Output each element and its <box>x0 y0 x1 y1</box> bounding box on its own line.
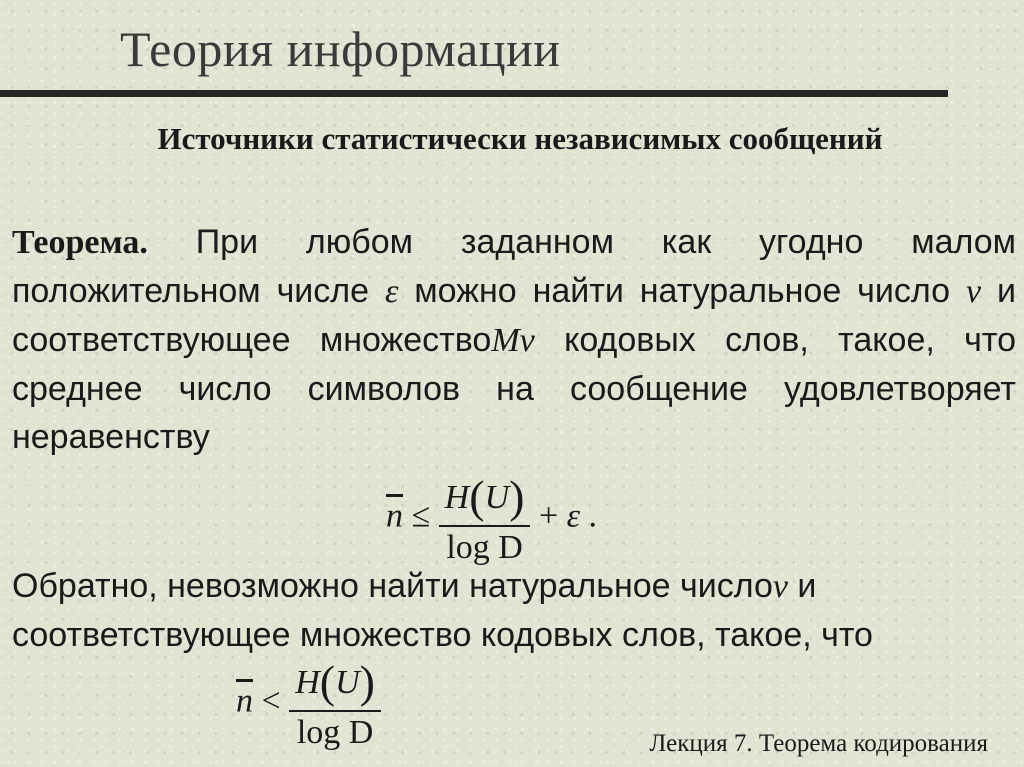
formula-epsilon: ε <box>566 497 581 535</box>
formula-period: . <box>588 497 598 535</box>
fraction <box>289 655 381 752</box>
entropy-h: H <box>444 479 470 516</box>
converse-text-1: Обратно, невозможно найти натуральное число <box>12 567 773 605</box>
nu-symbol: ν <box>965 273 982 310</box>
set-m-symbol: M <box>491 322 520 359</box>
entropy-h: H <box>295 664 320 701</box>
fraction-numerator: H(U) <box>295 656 375 707</box>
fraction-denominator: log D <box>296 714 374 751</box>
relation-symbol: < <box>261 682 281 720</box>
theorem-text-4: кодовых слов, такое, что среднее число символов на сообщение удовлетворяет неравенству <box>12 321 1016 456</box>
title-divider <box>0 90 948 97</box>
relation-symbol: ≤ <box>411 497 431 535</box>
theorem-text-3: и соответствующее множество <box>12 272 1016 359</box>
fraction-bar <box>289 710 381 712</box>
epsilon-symbol: ε <box>384 273 399 310</box>
fraction <box>439 470 531 567</box>
converse-paragraph <box>12 562 1016 659</box>
set-m-subscript: ν <box>519 322 535 359</box>
converse-nu-symbol: ν <box>772 568 788 605</box>
theorem-text-2: можно найти натуральное число <box>398 272 966 310</box>
mean-n: $\overline{n}$ <box>236 682 253 720</box>
slide-title: Теория информации <box>120 21 561 77</box>
inequality-formula <box>386 470 597 567</box>
theorem-paragraph <box>12 218 1016 461</box>
slide-subtitle: Источники статистически независимых сообщений <box>157 121 883 156</box>
strict-inequality-formula <box>236 655 381 752</box>
fraction-denominator: log D <box>446 529 523 566</box>
mean-n: $\overline{n}$ <box>386 497 403 535</box>
converse-text-2: и соответствующее множество кодовых слов, такое, что <box>12 567 873 654</box>
entropy-u: U <box>484 479 510 516</box>
fraction-numerator: H(U) <box>444 471 525 522</box>
theorem-text-1: При любом заданном как угодно малом положительном числе <box>12 223 1016 310</box>
fraction-bar <box>439 525 531 527</box>
plus-sign: + <box>538 497 559 535</box>
lecture-footer: Лекция 7. Теорема кодирования <box>649 730 988 757</box>
entropy-u: U <box>335 664 360 701</box>
theorem-label: Теорема. <box>12 224 148 261</box>
